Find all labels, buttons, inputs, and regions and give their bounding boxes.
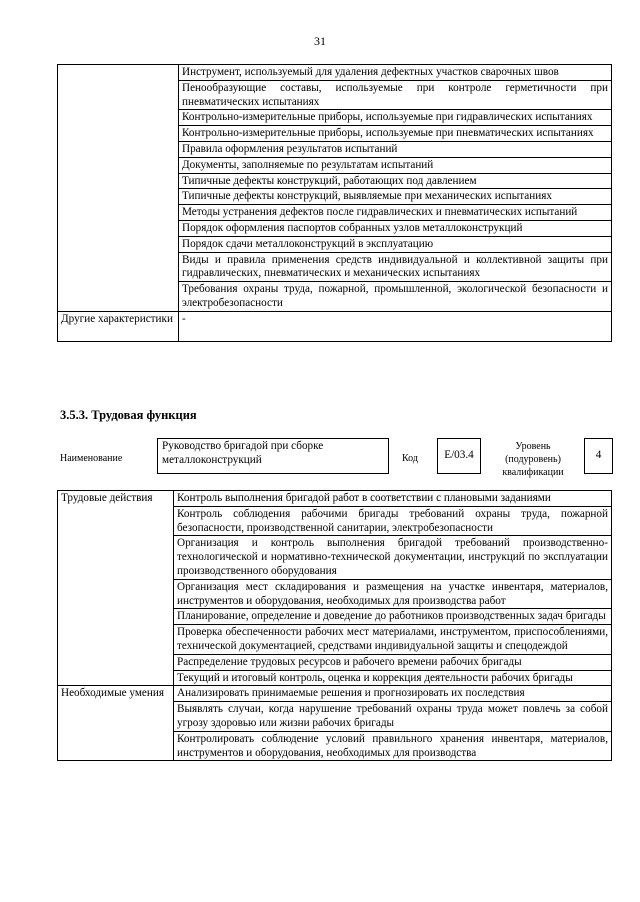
knowledge-item: Типичные дефекты конструкций, выявляемые при механических испытаниях	[179, 189, 612, 205]
knowledge-item: Пенообразующие составы, используемые при контроле герметичности при пневматических испытаниях	[179, 80, 612, 110]
knowledge-item: Типичные дефекты конструкций, работающих под давлением	[179, 173, 612, 189]
knowledge-item: Методы устранения дефектов после гидравлических и пневматических испытаний	[179, 205, 612, 221]
labor-action-item: Организация мест складирования и размещения на участке инвентаря, материалов, инструментов и оборудования, необходимых для производства работ	[174, 579, 612, 609]
knowledge-item: Инструмент, используемый для удаления дефектных участков сварочных швов	[179, 65, 612, 81]
labor-action-item: Планирование, определение и доведение до работников производственных задач бригады	[174, 609, 612, 625]
knowledge-item: Порядок сдачи металлоконструкций в эксплуатацию	[179, 236, 612, 252]
section-title: 3.5.3. Трудовая функция	[60, 408, 197, 422]
table-row	[58, 65, 612, 81]
skill-item: Контролировать соблюдение условий правильного хранения инвентаря, материалов, инструментов и оборудования, необходимых для производства	[174, 731, 612, 761]
code-value: E/03.4	[444, 449, 474, 461]
function-name: Руководство бригадой при сборке металлоконструкций	[162, 440, 324, 466]
labor-action-item: Распределение трудовых ресурсов и рабочего времени рабочих бригады	[174, 654, 612, 670]
level-label: Уровень (подуровень) квалификации	[502, 441, 564, 478]
labor-action-item: Текущий и итоговый контроль, оценка и коррекция деятельности рабочих бригады	[174, 670, 612, 686]
labor-action-item: Организация и контроль выполнения бригадой требований производственно-технологической и нормативно-технической документации, инструкций по эксплуатации производственного оборудования	[174, 536, 612, 579]
labor-actions-label: Трудовые действия	[58, 491, 174, 686]
knowledge-item: Правила оформления результатов испытаний	[179, 141, 612, 157]
function-name-box	[157, 438, 389, 474]
page-number: 31	[314, 34, 326, 48]
skill-item: Выявлять случаи, когда нарушение требований охраны труда может повлечь за собой угрозу здоровью или жизни рабочих бригады	[174, 702, 612, 732]
table-row	[58, 686, 612, 702]
knowledge-item: Требования охраны труда, пожарной, промышленной, экологической безопасности и электробезопасности	[179, 282, 612, 312]
table-row	[58, 311, 612, 341]
labor-function-table	[57, 490, 612, 761]
knowledge-item: Контрольно-измерительные приборы, используемые при гидравлических испытаниях	[179, 110, 612, 126]
table-row	[58, 491, 612, 507]
other-characteristics-label: Другие характеристики	[58, 311, 179, 341]
other-characteristics-value: -	[179, 311, 612, 341]
knowledge-table	[57, 64, 612, 342]
skill-item: Анализировать принимаемые решения и прогнозировать их последствия	[174, 686, 612, 702]
labor-action-item: Проверка обеспеченности рабочих мест материалами, инструментом, приспособлениями, технической документацией, средствами индивидуальной защиты и спецодеждой	[174, 625, 612, 655]
knowledge-item: Контрольно-измерительные приборы, используемые при пневматических испытаниях	[179, 126, 612, 142]
level-value: 4	[595, 449, 602, 461]
code-box	[437, 438, 481, 474]
level-box	[584, 438, 613, 474]
knowledge-item: Документы, заполняемые по результатам испытаний	[179, 157, 612, 173]
labor-action-item: Контроль соблюдения рабочими бригады требований охраны труда, пожарной безопасности, производственной санитарии, электробезопасности	[174, 506, 612, 536]
labor-action-item: Контроль выполнения бригадой работ в соответствии с плановыми заданиями	[174, 491, 612, 507]
code-label: Код	[402, 453, 418, 464]
knowledge-item: Виды и правила применения средств индивидуальной и коллективной защиты при гидравлических, пневматических и механических испытаниях	[179, 252, 612, 282]
knowledge-item: Порядок оформления паспортов собранных узлов металлоконструкций	[179, 220, 612, 236]
name-label: Наименование	[60, 453, 123, 464]
required-skills-label: Необходимые умения	[58, 686, 174, 761]
empty-label-cell	[58, 65, 179, 312]
